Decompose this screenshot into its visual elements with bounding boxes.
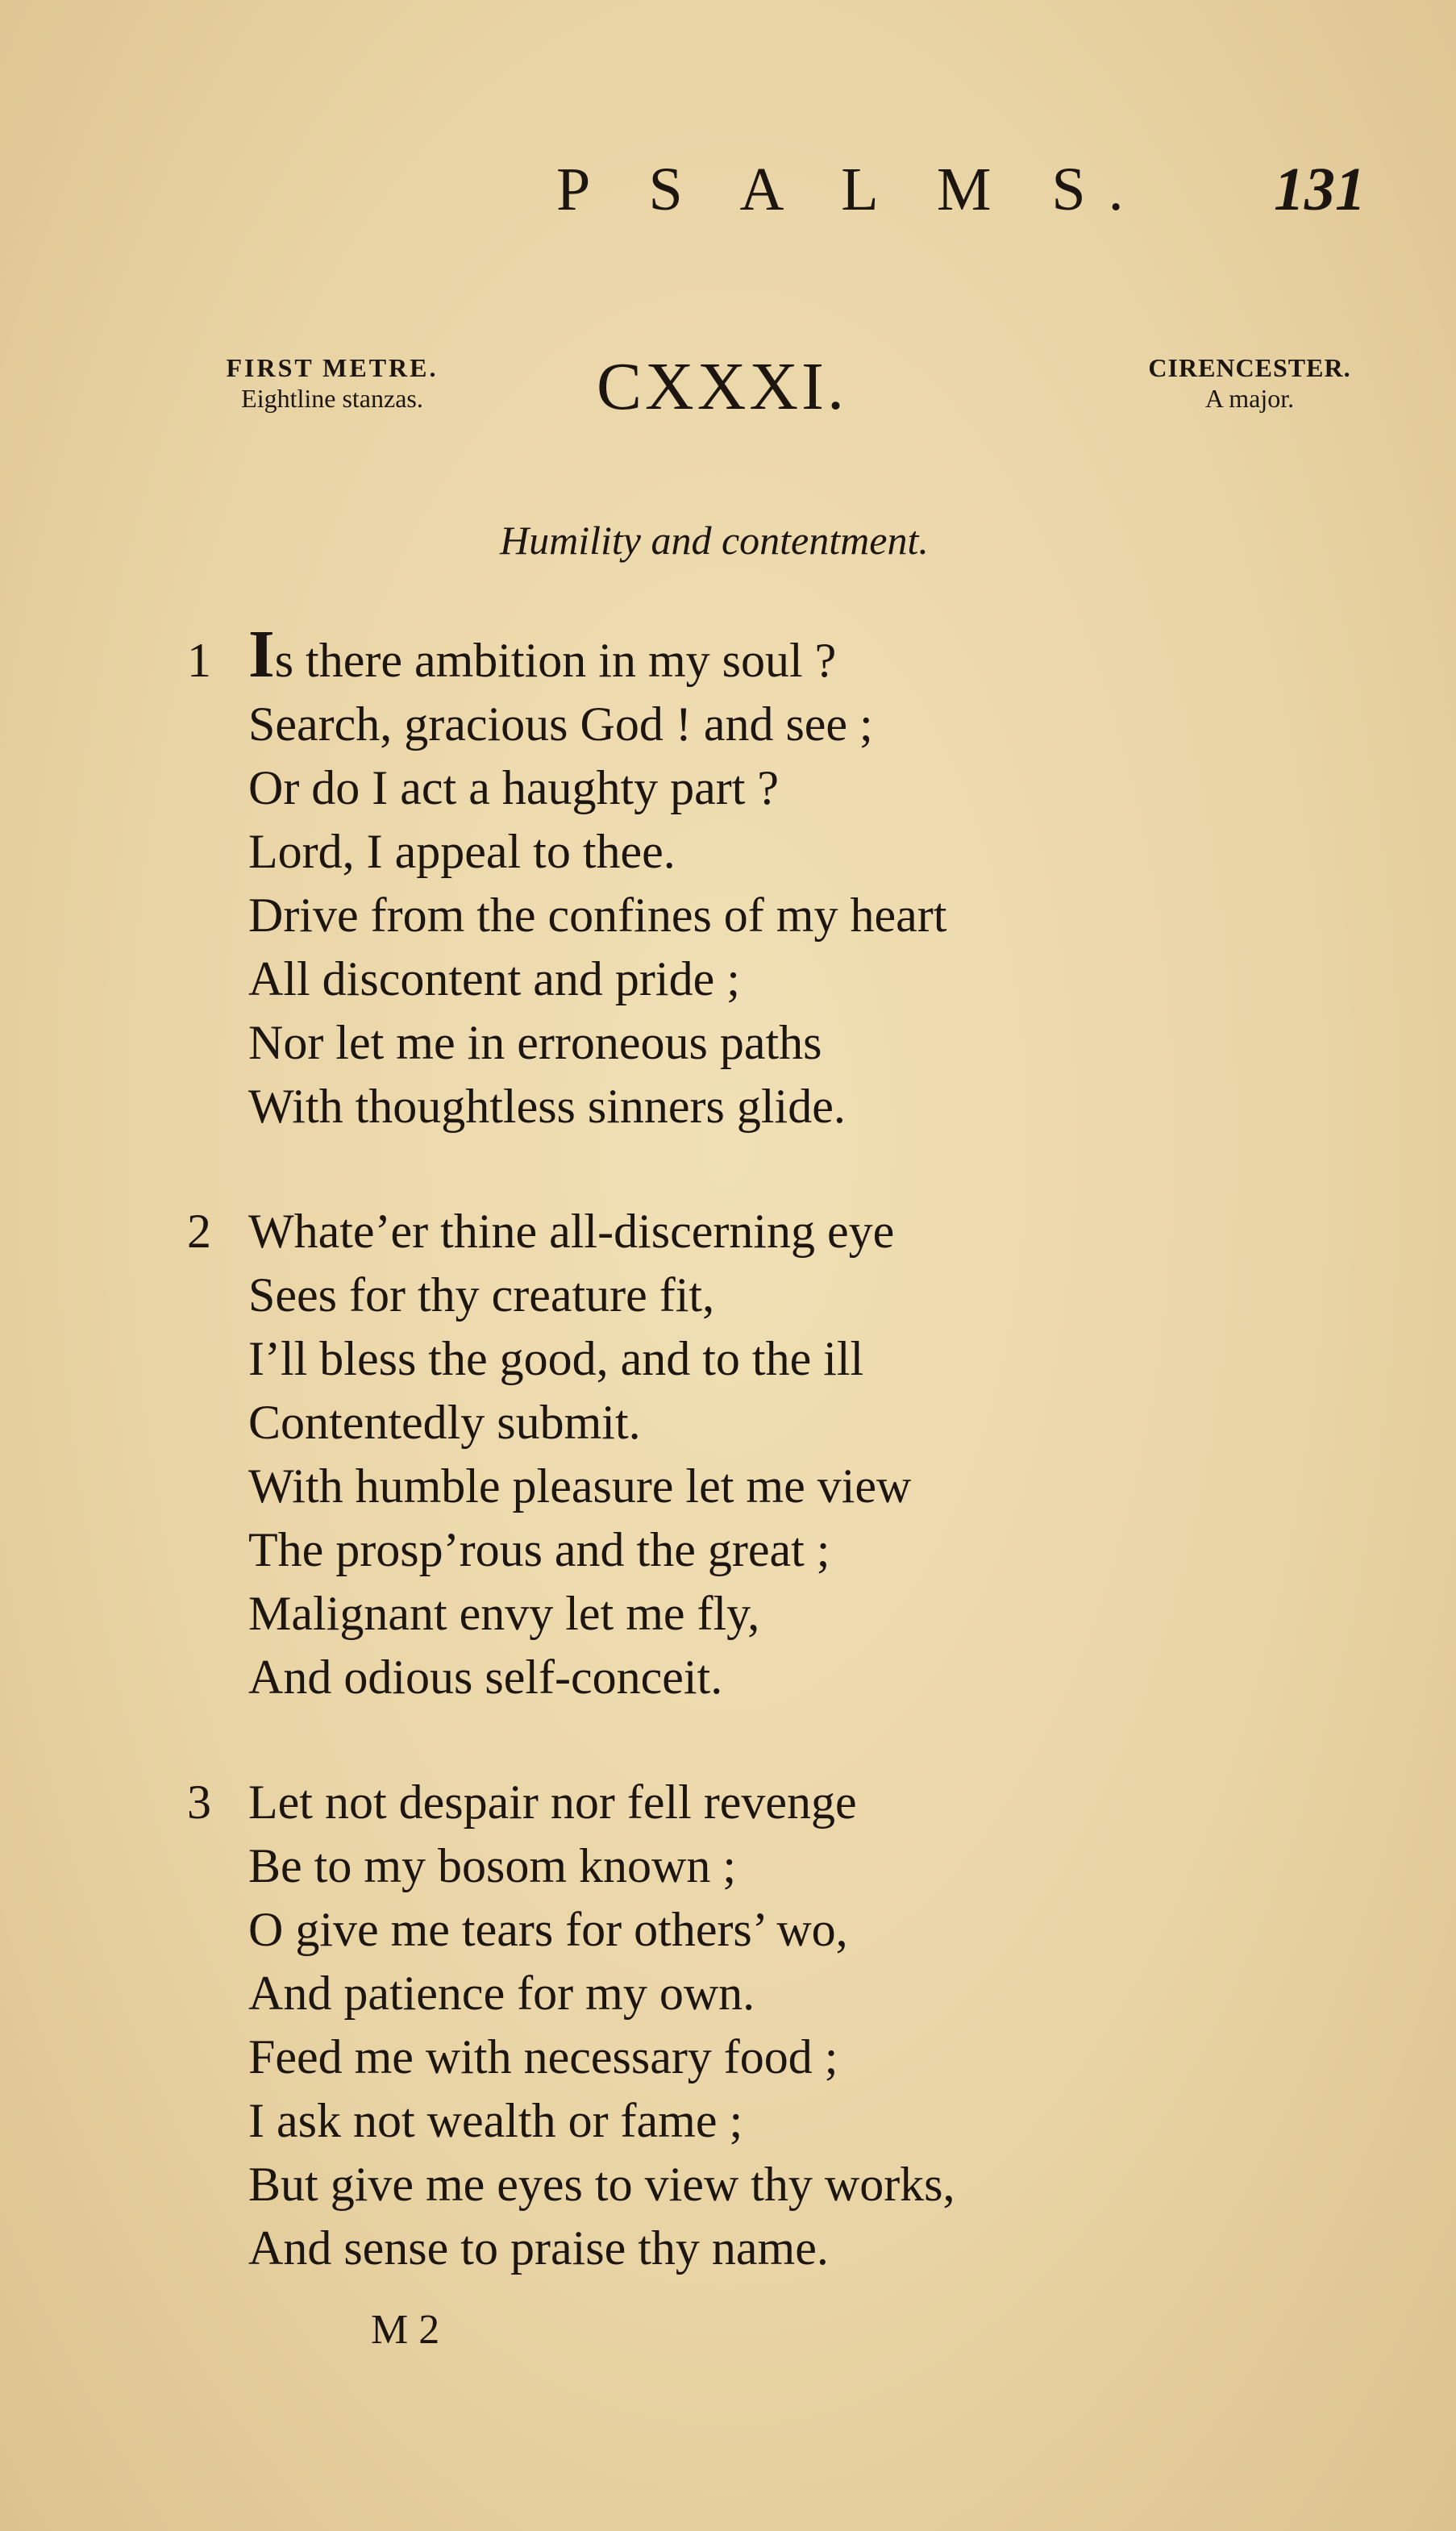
stanza-lines xyxy=(248,1200,1456,1709)
verse-line: And odious self-conceit. xyxy=(248,1651,723,1704)
verse-line: All discontent and pride ; xyxy=(248,952,740,1005)
running-head xyxy=(0,153,1456,226)
verse-line: Sees for thy creature fit, xyxy=(248,1268,715,1322)
verse-line: The prosp’rous and the great ; xyxy=(248,1523,830,1576)
metre-note xyxy=(187,352,477,414)
verse-line: And sense to praise thy name. xyxy=(248,2221,829,2275)
verse-line xyxy=(248,617,1456,693)
verse-line: With thoughtless sinners glide. xyxy=(248,1080,846,1133)
psalm-heading xyxy=(0,343,1456,439)
verse-line: With humble pleasure let me view xyxy=(248,1459,912,1513)
verse-line: Whate’er thine all-discerning eye xyxy=(248,1205,895,1258)
verse-line: Search, gracious God ! and see ; xyxy=(248,697,873,751)
signature-mark: M 2 xyxy=(371,2307,440,2353)
verse-line: Lord, I appeal to thee. xyxy=(248,825,676,878)
psalm-subtitle: Humility and contentment. xyxy=(500,518,929,563)
stanza-number: 1 xyxy=(187,634,211,687)
verse-line: Let not despair nor fell revenge xyxy=(248,1775,857,1829)
running-title: P S A L M S. xyxy=(556,156,1146,223)
verse-line: Nor let me in erroneous paths xyxy=(248,1016,822,1069)
stanza-form: Eightline stanzas. xyxy=(241,384,423,413)
verse-line: And patience for my own. xyxy=(248,1967,755,2020)
drop-cap: I xyxy=(248,617,275,692)
verse-line: Contentedly submit. xyxy=(248,1396,641,1449)
stanza xyxy=(0,1771,1456,2280)
stanza-number: 3 xyxy=(187,1775,211,1829)
stanza xyxy=(0,1200,1456,1709)
stanza-number: 2 xyxy=(187,1205,211,1258)
stanza xyxy=(0,617,1456,1139)
stanza-list xyxy=(0,617,1456,2342)
verse-line: Drive from the confines of my heart xyxy=(248,889,947,942)
stanza-lines xyxy=(248,617,1456,1139)
page-number: 131 xyxy=(1274,156,1366,223)
tune-note xyxy=(1104,352,1395,414)
verse-line: I’ll bless the good, and to the ill xyxy=(248,1332,864,1385)
verse-line: Malignant envy let me fly, xyxy=(248,1587,760,1640)
verse-line: I ask not wealth or fame ; xyxy=(248,2094,743,2147)
stanza-lines xyxy=(248,1771,1456,2280)
tune-key: A major. xyxy=(1204,384,1295,413)
verse-line-rest: s there ambition in my soul ? xyxy=(274,634,837,687)
verse-line: But give me eyes to view thy works, xyxy=(248,2158,955,2211)
verse-line: O give me tears for others’ wo, xyxy=(248,1903,848,1956)
tune-name: CIRENCESTER. xyxy=(1148,353,1351,382)
metre-line: FIRST METRE. xyxy=(226,353,439,382)
psalm-number: CXXXI. xyxy=(597,349,847,424)
verse-line: Feed me with necessary food ; xyxy=(248,2030,838,2083)
verse-line: Or do I act a haughty part ? xyxy=(248,761,780,814)
verse-line: Be to my bosom known ; xyxy=(248,1839,737,1892)
